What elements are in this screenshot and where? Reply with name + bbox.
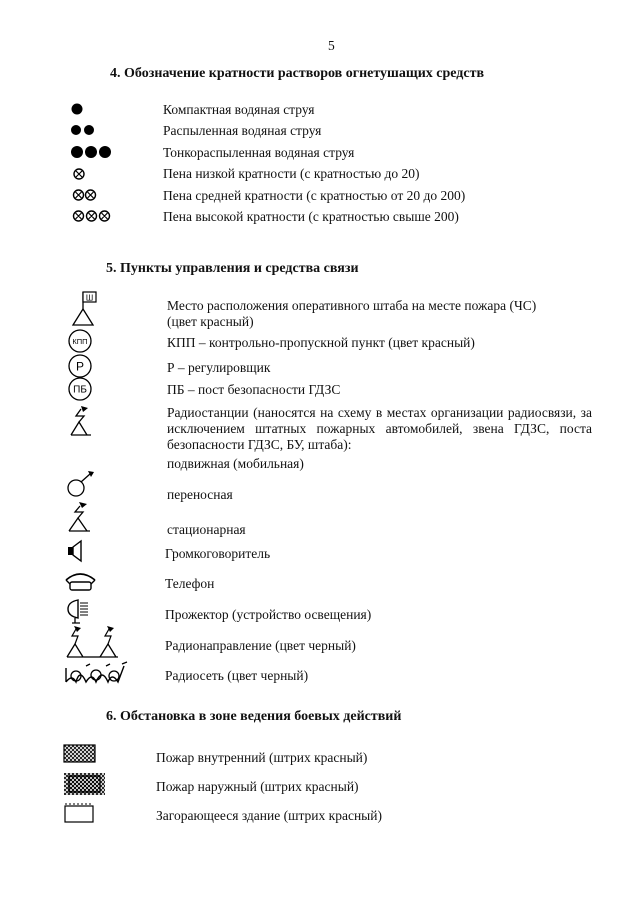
section-4-item-label: Пена высокой кратности (с кратностью свыше 200) bbox=[163, 209, 459, 224]
spray-jet-icon bbox=[70, 123, 96, 137]
section-4-item-label: Пена низкой кратности (с кратностью до 20) bbox=[163, 166, 420, 181]
section-4-item-label: Тонкораспыленная водяная струя bbox=[163, 145, 355, 160]
telephone-label: Телефон bbox=[165, 576, 215, 591]
radio-direction-icon bbox=[62, 624, 124, 660]
external-fire-icon bbox=[63, 772, 107, 796]
igniting-building-icon bbox=[63, 802, 97, 824]
telephone-icon bbox=[62, 568, 100, 594]
section-4-item-label: Пена средней кратности (с кратностью от 20 до 200) bbox=[163, 188, 466, 203]
radio-network-icon bbox=[62, 660, 130, 686]
medium-foam-icon bbox=[72, 188, 98, 202]
loudspeaker-label: Громкоговоритель bbox=[165, 546, 271, 561]
section-4-title: 4. Обозначение кратности растворов огнетушащих средств bbox=[110, 66, 485, 81]
low-foam-icon bbox=[72, 167, 86, 181]
safety-post-symbol-text: ПБ bbox=[73, 384, 87, 396]
mobile-radio-station-icon bbox=[66, 402, 96, 438]
internal-fire-icon bbox=[63, 744, 97, 764]
hq-color-note: (цвет красный) bbox=[167, 314, 254, 329]
checkpoint-symbol-text: КПП bbox=[72, 337, 88, 346]
section-4-item-label: Компактная водяная струя bbox=[163, 102, 315, 117]
stationary-label: стационарная bbox=[167, 522, 246, 537]
searchlight-icon bbox=[64, 596, 92, 624]
section-6-item-label: Пожар внутренний (штрих красный) bbox=[156, 750, 368, 765]
safety-post-label: ПБ – пост безопасности ГДЗС bbox=[167, 382, 341, 397]
high-foam-icon bbox=[72, 209, 112, 223]
loudspeaker-icon bbox=[64, 538, 88, 564]
compact-jet-icon bbox=[70, 102, 84, 116]
safety-post-icon bbox=[67, 376, 93, 402]
radio-stations-description: Радиостанции (наносятся на схему в местах организации радиосвязи, за исключением штатных пожарных автомобилей, звена ГДЗС, поста безопасности ГДЗС, БУ, штаба): bbox=[167, 405, 592, 452]
hq-label: Место расположения оперативного штаба на месте пожара (ЧС) bbox=[167, 298, 537, 313]
section-6-title: 6. Обстановка в зоне ведения боевых действий bbox=[106, 709, 402, 724]
portable-label: переносная bbox=[167, 487, 233, 502]
page-number: 5 bbox=[328, 38, 335, 53]
mobile-label: подвижная (мобильная) bbox=[167, 456, 304, 471]
section-6-item-label: Загорающееся здание (штрих красный) bbox=[156, 808, 382, 823]
hq-flag-letter: Ш bbox=[85, 293, 94, 303]
fine-spray-jet-icon bbox=[70, 145, 114, 159]
searchlight-label: Прожектор (устройство освещения) bbox=[165, 607, 372, 622]
regulator-label: Р – регулировщик bbox=[167, 360, 271, 375]
section-5-title: 5. Пункты управления и средства связи bbox=[106, 261, 359, 276]
section-4-item-label: Распыленная водяная струя bbox=[163, 123, 322, 138]
checkpoint-label: КПП – контрольно-пропускной пункт (цвет красный) bbox=[167, 335, 475, 350]
hq-flag-triangle-icon bbox=[68, 288, 102, 328]
stationary-radio-icon bbox=[64, 500, 100, 534]
radio-network-label: Радиосеть (цвет черный) bbox=[165, 668, 309, 683]
radio-direction-label: Радионаправление (цвет черный) bbox=[165, 638, 356, 653]
regulator-symbol-text: Р bbox=[75, 359, 85, 374]
section-6-item-label: Пожар наружный (штрих красный) bbox=[156, 779, 359, 794]
checkpoint-icon bbox=[67, 328, 93, 354]
portable-radio-icon bbox=[64, 468, 104, 500]
